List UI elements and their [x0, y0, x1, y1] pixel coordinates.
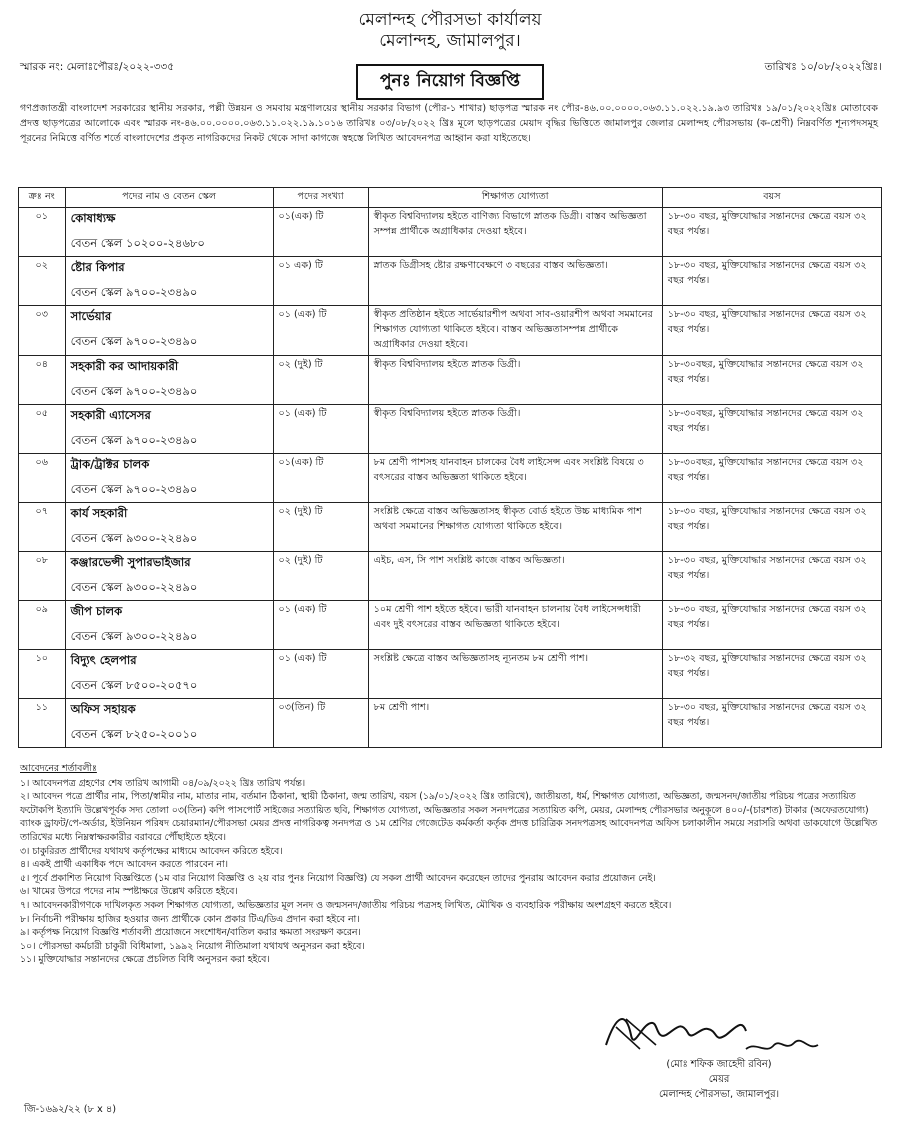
intro-paragraph: গণপ্রজাতন্ত্রী বাংলাদেশ সরকারের স্থানীয় সরকার, পল্লী উন্নয়ন ও সমবায় মন্ত্রণালয়ের স্থানীয় সরকার বিভাগ (পৌর-১ শাখার) ছাড়পত্র স্মারক নং পৌর-৪৬.০০.০০০০.০৬৩.১১.০২২.১৯.৯৩ তারিখঃ ১৯/০১/২০২২খ্রিঃ মোতাবেক প্রদত্ত ছাড়পত্রের আলোকে এবং স্মারক নং-৪৬.০০.০০০০.০৬৩.১১.০২২.১৯.১০১৬ তারিখঃ ০৩/০৮/২০২২ খ্রিঃ মূলে ছাড়পত্রের মেয়াদ বৃদ্ধির ভিত্তিতে জামালপুর জেলার মেলান্দহ পৌরসভায় (ক-শ্রেণী) নিম্নবর্ণিত শূন্যপদসমূহ পূরনের নিমিত্তে বর্ণিত শর্তে বাংলাদেশের প্রকৃত নাগরিকদের নিকট থেকে সাদা কাগজে স্বহস্তে লিখিত আবেদনপত্র আহ্বান করা যাইতেছে।: [20, 103, 878, 144]
cell-count: ০১ (এক) টি: [273, 601, 368, 650]
signatory-designation: মেয়র: [708, 1074, 730, 1085]
cell-post: [65, 208, 273, 257]
table-row: [19, 699, 882, 748]
post-name: ষ্টোর কিপার: [70, 260, 125, 274]
memo-number: স্মারক নং: মেলাঃপৌরঃ/২০২২-৩৩৫: [20, 61, 175, 73]
cell-age: ১৮-৩০বছর, মুক্তিযোদ্ধার সন্তানদের ক্ষেত্রে বয়স ৩২ বছর পর্যন্ত।: [662, 356, 881, 405]
cell-post: [65, 601, 273, 650]
condition-item: ৯। কর্তৃপক্ষ নিয়োগ বিজ্ঞপ্তি শর্তাবলী প্রয়োজনে সংশোধন/বাতিল করার ক্ষমতা সংরক্ষণ করেন।: [20, 927, 361, 939]
cell-age: ১৮-৩০ বছর, মুক্তিযোদ্ধার সন্তানদের ক্ষেত্রে বয়স ৩২ বছর পর্যন্ত।: [662, 257, 881, 306]
cell-age: ১৮-৩০বছর, মুক্তিযোদ্ধার সন্তানদের ক্ষেত্রে বয়স ৩২ বছর পর্যন্ত।: [662, 454, 881, 503]
cell-serial: ০৩: [19, 306, 66, 356]
cell-count: ০২ (দুই) টি: [273, 552, 368, 601]
condition-item: ৩। চাকুরিরত প্রার্থীদের যথাযথ কর্তৃপক্ষের মাধ্যমে আবেদন করিতে হইবে।: [20, 845, 283, 857]
post-name: কার্য সহকারী: [70, 506, 128, 520]
cell-post: [65, 699, 273, 748]
table-row: [19, 601, 882, 650]
cell-age: ১৮-৩০ বছর, মুক্তিযোদ্ধার সন্তানদের ক্ষেত্রে বয়স ৩২ বছর পর্যন্ত।: [662, 208, 881, 257]
table-row: [19, 650, 882, 699]
posts-table: [18, 187, 882, 748]
cell-serial: ০৮: [19, 552, 66, 601]
cell-post: [65, 405, 273, 454]
table-row: [19, 257, 882, 306]
cell-age: ১৮-৩২ বছর, মুক্তিযোদ্ধার সন্তানদের ক্ষেত্রে বয়স ৩২ বছর পর্যন্ত।: [662, 650, 881, 699]
table-row: [19, 503, 882, 552]
pay-scale: বেতন স্কেল ৯৭০০-২৩৪৯০: [70, 384, 198, 398]
cell-serial: ০৪: [19, 356, 66, 405]
cell-post: [65, 356, 273, 405]
cell-serial: ০২: [19, 257, 66, 306]
post-name: জীপ চালক: [70, 604, 123, 618]
cell-age: ১৮-৩০ বছর, মুক্তিযোদ্ধার সন্তানদের ক্ষেত্রে বয়স ৩২ বছর পর্যন্ত।: [662, 699, 881, 748]
cell-age: ১৮-৩০ বছর, মুক্তিযোদ্ধার সন্তানদের ক্ষেত্রে বয়স ৩২ বছর পর্যন্ত।: [662, 601, 881, 650]
condition-item: ১। আবেদনপত্র গ্রহণের শেষ তারিখ আগামী ০৪/০৯/২০২২ খ্রিঃ তারিখ পর্যন্ত।: [20, 777, 306, 789]
cell-qualification: ৮ম শ্রেণী পাশসহ যানবাহন চালকের বৈধ লাইসেন্স এবং সংশ্লিষ্ট বিষয়ে ৩ বৎসরের বাস্তব অভিজ্ঞতা থাকিতে হইবে।: [368, 454, 662, 503]
cell-count: ০২ (দুই) টি: [273, 356, 368, 405]
pay-scale: বেতন স্কেল ৮৫০০-২০৫৭০: [70, 678, 198, 692]
table-row: [19, 454, 882, 503]
pay-scale: বেতন স্কেল ৯৭০০-২৩৪৯০: [70, 334, 198, 348]
post-name: সহকারী এ্যাসেসর: [70, 408, 151, 422]
cell-qualification: স্বীকৃত বিশ্ববিদ্যালয় হইতে স্নাতক ডিগ্রী।: [368, 405, 662, 454]
pay-scale: বেতন স্কেল ১০২০০-২৪৬৮০: [70, 236, 205, 250]
header-post-count: পদের সংখ্যা: [273, 188, 368, 208]
pay-scale: বেতন স্কেল ৮২৫০-২০০১০: [70, 727, 198, 741]
condition-item: ৬। খামের উপরে পদের নাম স্পষ্টাক্ষরে উল্লেখ করিতে হইবে।: [20, 886, 238, 898]
pay-scale: বেতন স্কেল ৯৭০০-২৩৪৯০: [70, 433, 198, 447]
cell-serial: ০১: [19, 208, 66, 257]
table-body: [19, 208, 882, 748]
condition-item: ২। আবেদন পত্রে প্রার্থীর নাম, পিতা/স্বামীর নাম, মাতার নাম, বর্তমান ঠিকানা, স্থায়ী ঠিকানা, জন্ম তারিখ, বয়স (১৯/০১/২০২২ খ্রিঃ তারিখে), জাতীয়তা, ধর্ম, শিক্ষাগত যোগ্যতা, অভিজ্ঞতা, জন্মসনদ/জাতীয় পরিচয় পত্রের সত্যায়িত ফটোকপি ইত্যাদি উল্লেখপূর্বক সদ্য তোলা ০৩(তিন) কপি পাসপোর্ট সাইজের সত্যায়িত ছবি, শিক্ষাগত যোগ্যতা, অভিজ্ঞতার সকল সনদপত্রের সত্যায়িত কপি, মেয়র, মেলান্দহ পৌরসভার অনুকূলে ৪০০/-(চারশত) টাকার (অফেরতযোগ্য) ব্যাংক ড্রাফট/পে-অর্ডার, ইউনিয়ন পরিষদ চেয়ারম্যান/পৌরসভা মেয়র প্রদত্ত নাগরিকত্ব সনদপত্র ও ১ম শ্রেণির গেজেটেড কর্মকর্তা কর্তৃক প্রদত্ত চারিত্রিক সনদপত্রসহ আবেদনপত্র অফিস চলাকালীন সময়ে সরাসরি অথবা ডাকযোগে উল্লেখিত তারিখের মধ্যে নিম্নস্বাক্ষরকারীর বরাবরে পৌঁছাইতে হইবে।: [20, 791, 878, 843]
cell-post: [65, 454, 273, 503]
cell-count: ০১ (এক) টি: [273, 650, 368, 699]
post-name: বিদ্যুৎ হেলপার: [70, 653, 137, 667]
cell-qualification: সংশ্লিষ্ট ক্ষেত্রে বাস্তব অভিজ্ঞতাসহ ন্যূনতম ৮ম শ্রেণী পাশ।: [368, 650, 662, 699]
cell-qualification: স্নাতক ডিগ্রীসহ ষ্টোর রক্ষণাবেক্ষণে ৩ বছরের বাস্তব অভিজ্ঞতা।: [368, 257, 662, 306]
office-address: মেলান্দহ, জামালপুর।: [379, 31, 521, 51]
conditions-section: [20, 762, 880, 967]
post-name: অফিস সহায়ক: [70, 702, 136, 716]
cell-post: [65, 650, 273, 699]
notice-page: [14, 10, 886, 1120]
cell-age: ১৮-৩০ বছর, মুক্তিযোদ্ধার সন্তানদের ক্ষেত্রে বয়স ৩২ বছর পর্যন্ত।: [662, 552, 881, 601]
cell-serial: ০৭: [19, 503, 66, 552]
signatory-name: (মোঃ শফিক জাহেদী রবিন): [666, 1059, 772, 1070]
cell-post: [65, 306, 273, 356]
signatory-office: মেলান্দহ পৌরসভা, জামালপুর।: [658, 1089, 780, 1100]
cell-count: ০১ (এক) টি: [273, 306, 368, 356]
cell-serial: ১০: [19, 650, 66, 699]
condition-item: ১০। পৌরসভা কর্মচারী চাকুরী বিধিমালা, ১৯৯২ নিয়োগ নীতিমালা যথাযথ অনুসরন করা হইবে।: [20, 940, 365, 952]
post-name: সার্ভেয়ার: [70, 309, 112, 323]
cell-qualification: স্বীকৃত প্রতিষ্ঠান হইতে সার্ভেয়ারশীপ অথবা সাব-ওয়ারশীপ অথবা সমমানের শিক্ষাগত যোগ্যতা থাকিতে হইবে। বাস্তব অভিজ্ঞতাসম্পন্ন প্রার্থীকে অগ্রাধিকার দেওয়া হইবে।: [368, 306, 662, 356]
conditions-heading: আবেদনের শর্তাবলীঃ: [20, 763, 97, 774]
signatory-block: [589, 1057, 849, 1102]
title-wrapper: [14, 64, 886, 100]
cell-qualification: ৮ম শ্রেণী পাশ।: [368, 699, 662, 748]
office-header: [14, 10, 886, 52]
cell-age: ১৮-৩০ বছর, মুক্তিযোদ্ধার সন্তানদের ক্ষেত্রে বয়স ৩২ বছর পর্যন্ত।: [662, 503, 881, 552]
table-header-row: [19, 188, 882, 208]
post-name: কঞ্জারভেন্সী সুপারভাইজার: [70, 555, 191, 569]
cell-age: ১৮-৩০বছর, মুক্তিযোদ্ধার সন্তানদের ক্ষেত্রে বয়স ৩২ বছর পর্যন্ত।: [662, 405, 881, 454]
header-serial: ক্রঃ নং: [19, 188, 66, 208]
cell-count: ০১ এক) টি: [273, 257, 368, 306]
header-post-name: পদের নাম ও বেতন স্কেল: [65, 188, 273, 208]
notice-title: পুনঃ নিয়োগ বিজ্ঞপ্তি: [356, 64, 544, 100]
cell-qualification: স্বীকৃত বিশ্ববিদ্যালয় হইতে স্নাতক ডিগ্রী।: [368, 356, 662, 405]
post-name: কোষাধ্যক্ষ: [70, 211, 116, 225]
table-row: [19, 405, 882, 454]
pay-scale: বেতন স্কেল ৯৭০০-২৩৪৯০: [70, 285, 198, 299]
pay-scale: বেতন স্কেল ৯৩০০-২২৪৯০: [70, 629, 198, 643]
cell-post: [65, 257, 273, 306]
post-name: ট্রাক/ট্রাক্টর চালক: [70, 457, 150, 471]
cell-serial: ০৬: [19, 454, 66, 503]
cell-qualification: ১০ম শ্রেণী পাশ হইতে হইবে। ভারী যানবাহন চালনায় বৈধ লাইসেন্সধারী এবং দুই বৎসরের বাস্তব অভিজ্ঞতা থাকিতে হইবে।: [368, 601, 662, 650]
header-qualification: শিক্ষাগত যোগ্যতা: [368, 188, 662, 208]
cell-qualification: এইচ, এস, সি পাশ সংশ্লিষ্ট কাজে বাস্তব অভিজ্ঞতা।: [368, 552, 662, 601]
pay-scale: বেতন স্কেল ৯৭০০-২৩৪৯০: [70, 482, 198, 496]
cell-serial: ০৫: [19, 405, 66, 454]
cell-count: ০১(এক) টি: [273, 454, 368, 503]
condition-item: ৪। একই প্রার্থী একাধিক পদে আবেদন করতে পারবেন না।: [20, 859, 228, 871]
pay-scale: বেতন স্কেল ৯৩০০-২২৪৯০: [70, 580, 198, 594]
cell-post: [65, 503, 273, 552]
notice-date: তারিখঃ ১০/০৮/২০২২খ্রিঃ।: [764, 61, 882, 73]
cell-serial: ০৯: [19, 601, 66, 650]
header-age: বয়স: [662, 188, 881, 208]
condition-item: ৮। নির্বাচনী পরীক্ষায় হাজির হওয়ার জন্য প্রার্থীকে কোন প্রকার টিএ/ডিএ প্রদান করা হইবে না।: [20, 913, 360, 925]
cell-serial: ১১: [19, 699, 66, 748]
cell-count: ০২ (দুই) টি: [273, 503, 368, 552]
condition-item: ১১। মুক্তিযোদ্ধার সন্তানদের ক্ষেত্রে প্রচলিত বিধি অনুসরন করা হইবে।: [20, 954, 270, 966]
table-row: [19, 552, 882, 601]
cell-qualification: স্বীকৃত বিশ্ববিদ্যালয় হইতে বাণিজ্য বিভাগে স্নাতক ডিগ্রী। বাস্তব অভিজ্ঞতা সম্পন্ন প্রার্থীকে অগ্রাধিকার দেওয়া হইবে।: [368, 208, 662, 257]
condition-item: ৭। আবেদনকারীগণকে দাখিলকৃত সকল শিক্ষাগত যোগ্যতা, অভিজ্ঞতার মূল সনদ ও জন্মসনদ/জাতীয় পরিচয় পত্রসহ লিখিত, মৌখিক ও ব্যবহারিক পরীক্ষায় অংশগ্রহণ করতে হইবে।: [20, 899, 672, 911]
post-name: সহকারী কর আদায়কারী: [70, 359, 179, 373]
conditions-list: [20, 777, 880, 967]
cell-count: ০১(এক) টি: [273, 208, 368, 257]
office-name: মেলান্দহ পৌরসভা কার্যালয়: [358, 10, 542, 30]
condition-item: ৫। পূর্বে প্রকাশিত নিয়োগ বিজ্ঞপ্তিতে (১ম বার নিয়োগ বিজ্ঞপ্তি ও ২য় বার পুনঃ নিয়োগ বিজ্ঞপ্তি) যে সকল প্রার্থী আবেদন করেছেন তাদের পুনরায় আবেদন করার প্রয়োজন নেই।: [20, 872, 656, 884]
cell-age: ১৮-৩০ বছর, মুক্তিযোদ্ধার সন্তানদের ক্ষেত্রে বয়স ৩২ বছর পর্যন্ত।: [662, 306, 881, 356]
footer-code: জি-১৬৯২/২২ (৮ x ৪): [24, 1104, 117, 1115]
cell-qualification: সংশ্লিষ্ট ক্ষেত্রে বাস্তব অভিজ্ঞতাসহ স্বীকৃত বোর্ড হইতে উচ্চ মাধ্যমিক পাশ অথবা সমমানের শিক্ষাগত যোগ্যতা থাকিতে হইবে।: [368, 503, 662, 552]
pay-scale: বেতন স্কেল ৯৩০০-২২৪৯০: [70, 531, 198, 545]
table-row: [19, 208, 882, 257]
mayor-signature: [596, 1005, 836, 1061]
cell-count: ০১ (এক) টি: [273, 405, 368, 454]
cell-post: [65, 552, 273, 601]
table-row: [19, 306, 882, 356]
cell-count: ০৩(তিন) টি: [273, 699, 368, 748]
table-row: [19, 356, 882, 405]
